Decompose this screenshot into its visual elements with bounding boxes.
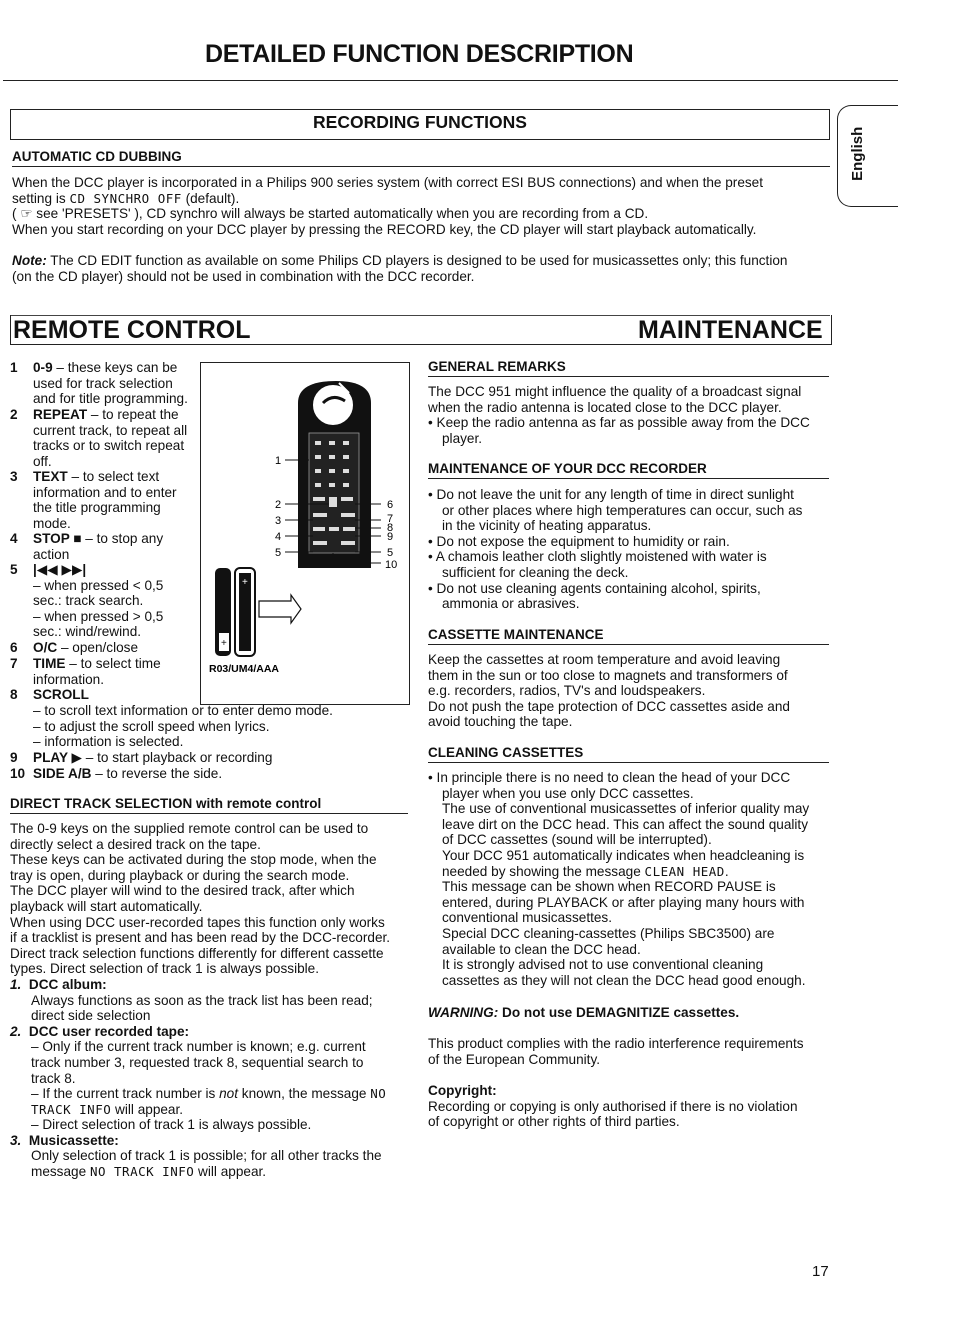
remote-illustration xyxy=(201,363,409,704)
arrow-icon xyxy=(259,595,301,623)
text-line: if a tracklist is present and has been read by the DCC-recorder. xyxy=(10,930,391,946)
key-desc: sec.: track search. xyxy=(33,593,144,609)
key-number: 8 xyxy=(10,687,18,702)
list-item: • Do not leave the unit for any length of time in direct sunlight xyxy=(428,487,794,502)
scroll-items xyxy=(33,703,413,750)
copyright-heading xyxy=(428,1083,838,1099)
key-desc: information. xyxy=(33,671,105,687)
text-line: – information is selected. xyxy=(33,734,184,750)
lcd-message: TRACK INFO xyxy=(31,1101,112,1117)
text-span: message xyxy=(31,1164,90,1180)
text-line: • Keep the radio antenna as far as possible away from the DCC xyxy=(428,415,810,431)
list-item xyxy=(10,407,200,469)
text-line: of the European Community. xyxy=(428,1051,601,1067)
text-line xyxy=(428,1005,838,1021)
warning-text xyxy=(428,1005,838,1021)
cd-dubbing-text xyxy=(12,175,832,237)
text-span: The CD EDIT function as available on some Philips CD players is designed to be used for musicassettes only; this function xyxy=(50,253,788,268)
general-remarks-text xyxy=(428,384,838,446)
text-line: Keep the cassettes at room temperature and avoid leaving xyxy=(428,652,781,667)
cassette-maintenance-heading: CASSETTE MAINTENANCE xyxy=(428,627,829,645)
text-line: avoid touching the tape. xyxy=(428,714,573,730)
text-line: This message can be shown when RECORD PAUSE is xyxy=(442,879,776,895)
callout-left: 1 xyxy=(275,455,282,467)
list-item xyxy=(10,977,420,993)
key-desc: – when pressed > 0,5 xyxy=(33,608,164,624)
page-number: 17 xyxy=(812,1263,829,1280)
maintenance-title: MAINTENANCE xyxy=(638,316,823,344)
text-line: playback will start automatically. xyxy=(10,898,203,914)
text-line: in the vicinity of heating apparatus. xyxy=(442,518,652,534)
text-line: or other places where high temperatures can occur, such as xyxy=(442,502,803,518)
text-line xyxy=(12,206,832,222)
callout-right: 7 xyxy=(387,513,394,525)
text-line: When you start recording on your DCC player by pressing the RECORD key, the CD player will start playback automatically. xyxy=(12,221,757,237)
text-line: It is strongly advised not to use conventional cleaning xyxy=(442,957,764,973)
item-number: 1. xyxy=(10,976,22,992)
text-line: types. Direct selection of track 1 is always possible. xyxy=(10,961,320,977)
key-desc: – to repeat the xyxy=(87,407,179,422)
language-tab xyxy=(837,105,898,207)
warning-label: WARNING: xyxy=(428,1005,499,1020)
cassette-maintenance-text xyxy=(428,652,838,730)
text-line: leave dirt on the DCC head. This can affect the sound quality xyxy=(442,816,808,832)
maintenance-recorder-list xyxy=(428,487,838,612)
pointing-hand-icon: ☞ xyxy=(20,206,33,222)
list-item xyxy=(10,1133,420,1149)
key-number: 1 xyxy=(10,360,18,375)
item-number: 2. xyxy=(10,1023,22,1039)
text-span: see 'PRESETS' ), CD synchro will always be started automatically when you are recording from a CD. xyxy=(36,206,649,222)
list-item xyxy=(10,469,200,531)
text-line: Your DCC 951 automatically indicates when headcleaning is xyxy=(442,847,805,863)
text-line: directly select a desired track on the tape. xyxy=(10,836,261,852)
key-desc: – to select text xyxy=(67,469,160,484)
key-number: 6 xyxy=(10,640,18,655)
battery-label: R03/UM4/AAA xyxy=(209,663,280,675)
callout-right: 5 xyxy=(387,547,394,559)
list-item xyxy=(10,562,200,640)
key-number: 9 xyxy=(10,750,18,765)
key-desc: and for title programming. xyxy=(33,391,188,407)
key-label: STOP ■ xyxy=(33,531,82,546)
maintenance-recorder-heading: MAINTENANCE OF YOUR DCC RECORDER xyxy=(428,461,829,479)
key-desc: tracks or to switch repeat xyxy=(33,438,185,454)
language-tab-label: English xyxy=(849,126,867,181)
item-title: DCC album: xyxy=(28,976,107,992)
text-line xyxy=(10,1086,420,1102)
key-desc: – to stop any xyxy=(81,531,164,546)
text-line: Recording or copying is only authorised if there is no violation xyxy=(428,1098,798,1114)
text-line: track 8. xyxy=(31,1070,76,1086)
text-line: When the DCC player is incorporated in a Philips 900 series system (with correct ESI BUS connections) and when the preset xyxy=(12,175,764,190)
text-line: – to scroll text information or to enter demo mode. xyxy=(33,703,333,718)
text-line: The DCC 951 might influence the quality of a broadcast signal xyxy=(428,384,802,399)
text-line: The use of conventional musicassettes of inferior quality may xyxy=(442,801,810,817)
title-rule xyxy=(3,80,898,81)
key-number: 7 xyxy=(10,656,18,671)
key-label: PLAY ▶ xyxy=(33,750,82,765)
direct-track-text xyxy=(10,821,420,1180)
text-span: setting is xyxy=(12,190,66,206)
text-line: ammonia or abrasives. xyxy=(442,596,580,612)
text-line xyxy=(10,1164,420,1180)
callout-right: 9 xyxy=(387,531,394,543)
text-span: known, the message xyxy=(238,1086,371,1102)
key-desc: sec.: wind/rewind. xyxy=(33,624,142,640)
text-line: player when you use only DCC cassettes. xyxy=(442,785,694,801)
text-line: The 0-9 keys on the supplied remote control can be used to xyxy=(10,821,369,836)
text-line: conventional musicassettes. xyxy=(442,910,613,926)
key-number: 3 xyxy=(10,469,18,484)
key-desc: – these keys can be xyxy=(52,360,178,375)
callout-left: 5 xyxy=(275,547,282,559)
key-list xyxy=(10,360,200,703)
list-item: • In principle there is no need to clean the head of your DCC xyxy=(428,770,791,785)
key-label: SIDE A/B xyxy=(33,765,92,781)
key-number: 2 xyxy=(10,407,18,422)
callout-left: 3 xyxy=(275,515,282,527)
key-label: O/C xyxy=(33,640,58,655)
lcd-message: CLEAN HEAD xyxy=(644,863,725,879)
text-span: ( xyxy=(12,206,17,222)
lcd-message: NO xyxy=(370,1086,387,1102)
text-line: sufficient for cleaning the deck. xyxy=(442,564,629,580)
key-desc: the title programming xyxy=(33,500,161,516)
compliance-text xyxy=(428,1036,838,1067)
list-item: • A chamois leather cloth slightly moistened with water is xyxy=(428,549,767,565)
item-title: DCC user recorded tape: xyxy=(28,1023,190,1039)
list-item: • Do not use cleaning agents containing alcohol, spirits, xyxy=(428,580,761,596)
text-line: cassettes as they will not clean the DCC head good enough. xyxy=(442,972,806,988)
key-desc: used for track selection xyxy=(33,375,173,391)
remote-control-figure xyxy=(200,362,410,705)
text-line xyxy=(10,1102,420,1118)
text-line: entered, during PLAYBACK or after playing many hours with xyxy=(442,894,805,910)
callout-right: 10 xyxy=(385,559,398,571)
text-line: – Direct selection of track 1 is always possible. xyxy=(31,1117,312,1133)
callout-left: 4 xyxy=(275,531,282,543)
key-desc: – to reverse the side. xyxy=(91,765,223,781)
list-item xyxy=(10,360,200,407)
text-span: needed by showing the message xyxy=(442,863,645,879)
key-number: 4 xyxy=(10,531,18,546)
copyright-text xyxy=(428,1083,838,1130)
lcd-message: CD SYNCHRO OFF xyxy=(69,190,182,206)
text-span: – If the current track number is xyxy=(31,1086,220,1102)
text-span: . xyxy=(724,863,729,879)
text-line: Always functions as soon as the track list has been read; xyxy=(31,992,373,1008)
text-line: Do not push the tape protection of DCC cassettes aside and xyxy=(428,698,790,714)
text-line: – to adjust the scroll speed when lyrics. xyxy=(33,718,270,734)
text-line: player. xyxy=(442,430,483,446)
key-list-cont xyxy=(10,750,410,781)
direct-track-heading: DIRECT TRACK SELECTION with remote control xyxy=(10,796,408,814)
key-label: REPEAT xyxy=(33,407,88,422)
key-label: SCROLL xyxy=(33,687,89,702)
text-line: Special DCC cleaning-cassettes (Philips SBC3500) are xyxy=(442,925,775,941)
cleaning-cassettes-text xyxy=(428,770,838,988)
svg-text:+: + xyxy=(221,638,227,649)
text-line: These keys can be activated during the stop mode, when the xyxy=(10,852,377,868)
key-desc: – to select time xyxy=(65,656,161,671)
remote-control-title: REMOTE CONTROL xyxy=(13,316,251,344)
text-span: not xyxy=(219,1086,239,1102)
text-line: e.g. recorders, radios, TV's and loudspeakers. xyxy=(428,683,706,699)
recording-functions-title: RECORDING FUNCTIONS xyxy=(313,112,527,132)
text-span: will appear. xyxy=(194,1164,267,1180)
list-item xyxy=(10,640,200,656)
text-line: (on the CD player) should not be used in combination with the DCC recorder. xyxy=(12,268,475,284)
text-line: This product complies with the radio interference requirements xyxy=(428,1036,804,1051)
text-line: of copyright or other rights of third parties. xyxy=(428,1114,680,1130)
text-span: (default). xyxy=(185,190,240,206)
text-line: tray is open, during playback or during the search mode. xyxy=(10,867,350,883)
key-desc: – when pressed < 0,5 xyxy=(33,577,164,593)
list-item xyxy=(10,687,200,703)
key-desc: off. xyxy=(33,453,52,469)
text-line xyxy=(12,253,832,269)
key-desc: – open/close xyxy=(57,640,139,655)
text-line: When using DCC user-recorded tapes this function only works xyxy=(10,914,385,930)
text-line: available to clean the DCC head. xyxy=(442,941,641,957)
recording-functions-banner xyxy=(10,109,830,140)
key-number: 10 xyxy=(10,765,26,781)
text-span: Copyright: xyxy=(428,1083,497,1098)
callout-right: 6 xyxy=(387,499,394,511)
text-line: The DCC player will wind to the desired track, after which xyxy=(10,883,355,899)
list-item xyxy=(10,750,410,766)
text-line: Direct track selection functions differently for different cassette xyxy=(10,945,384,961)
text-line: of DCC cassettes (sound will be interrupted). xyxy=(442,832,712,848)
text-line: track number 3, requested track 8, sequential search to xyxy=(31,1054,364,1070)
key-desc: information and to enter xyxy=(33,484,177,500)
text-line xyxy=(12,191,832,207)
text-span: Do not use DEMAGNITIZE cassettes. xyxy=(498,1005,740,1020)
list-item: • Do not expose the equipment to humidity or rain. xyxy=(428,533,730,549)
key-desc: action xyxy=(33,546,70,562)
list-item xyxy=(10,656,200,687)
callout-left: 2 xyxy=(275,499,282,511)
item-number: 3. xyxy=(10,1132,22,1148)
list-item xyxy=(10,531,200,562)
key-number: 5 xyxy=(10,562,18,577)
key-desc: mode. xyxy=(33,515,71,531)
cleaning-cassettes-heading: CLEANING CASSETTES xyxy=(428,745,829,763)
key-label: 0-9 xyxy=(33,360,53,375)
page-title: DETAILED FUNCTION DESCRIPTION xyxy=(205,40,634,68)
lcd-message: NO TRACK INFO xyxy=(89,1164,195,1180)
automatic-cd-dubbing-heading: AUTOMATIC CD DUBBING xyxy=(12,149,830,167)
text-line: Only selection of track 1 is possible; for all other tracks the xyxy=(31,1148,382,1164)
note-text xyxy=(12,253,832,284)
text-line: – Only if the current track number is known; e.g. current xyxy=(31,1039,366,1055)
text-span: will appear. xyxy=(111,1101,184,1117)
item-title: Musicassette: xyxy=(28,1132,119,1148)
svg-text:+: + xyxy=(242,577,248,588)
text-line xyxy=(428,864,838,880)
text-line: them in the sun or too close to magnets and transformers of xyxy=(428,667,788,683)
note-label: Note: xyxy=(12,253,47,268)
list-item xyxy=(10,766,410,782)
battery-icon xyxy=(215,568,255,656)
key-desc: – to start playback or recording xyxy=(82,750,273,765)
text-line: when the radio antenna is located close to the DCC player. xyxy=(428,399,782,415)
text-line: direct side selection xyxy=(31,1008,151,1024)
key-desc: current track, to repeat all xyxy=(33,422,188,438)
skip-icon: |◀◀ ▶▶| xyxy=(33,562,87,577)
callout-right: 8 xyxy=(387,522,394,534)
key-label: TIME xyxy=(33,656,66,671)
list-item xyxy=(10,1024,420,1040)
general-remarks-heading: GENERAL REMARKS xyxy=(428,359,829,377)
key-label: TEXT xyxy=(33,469,68,484)
